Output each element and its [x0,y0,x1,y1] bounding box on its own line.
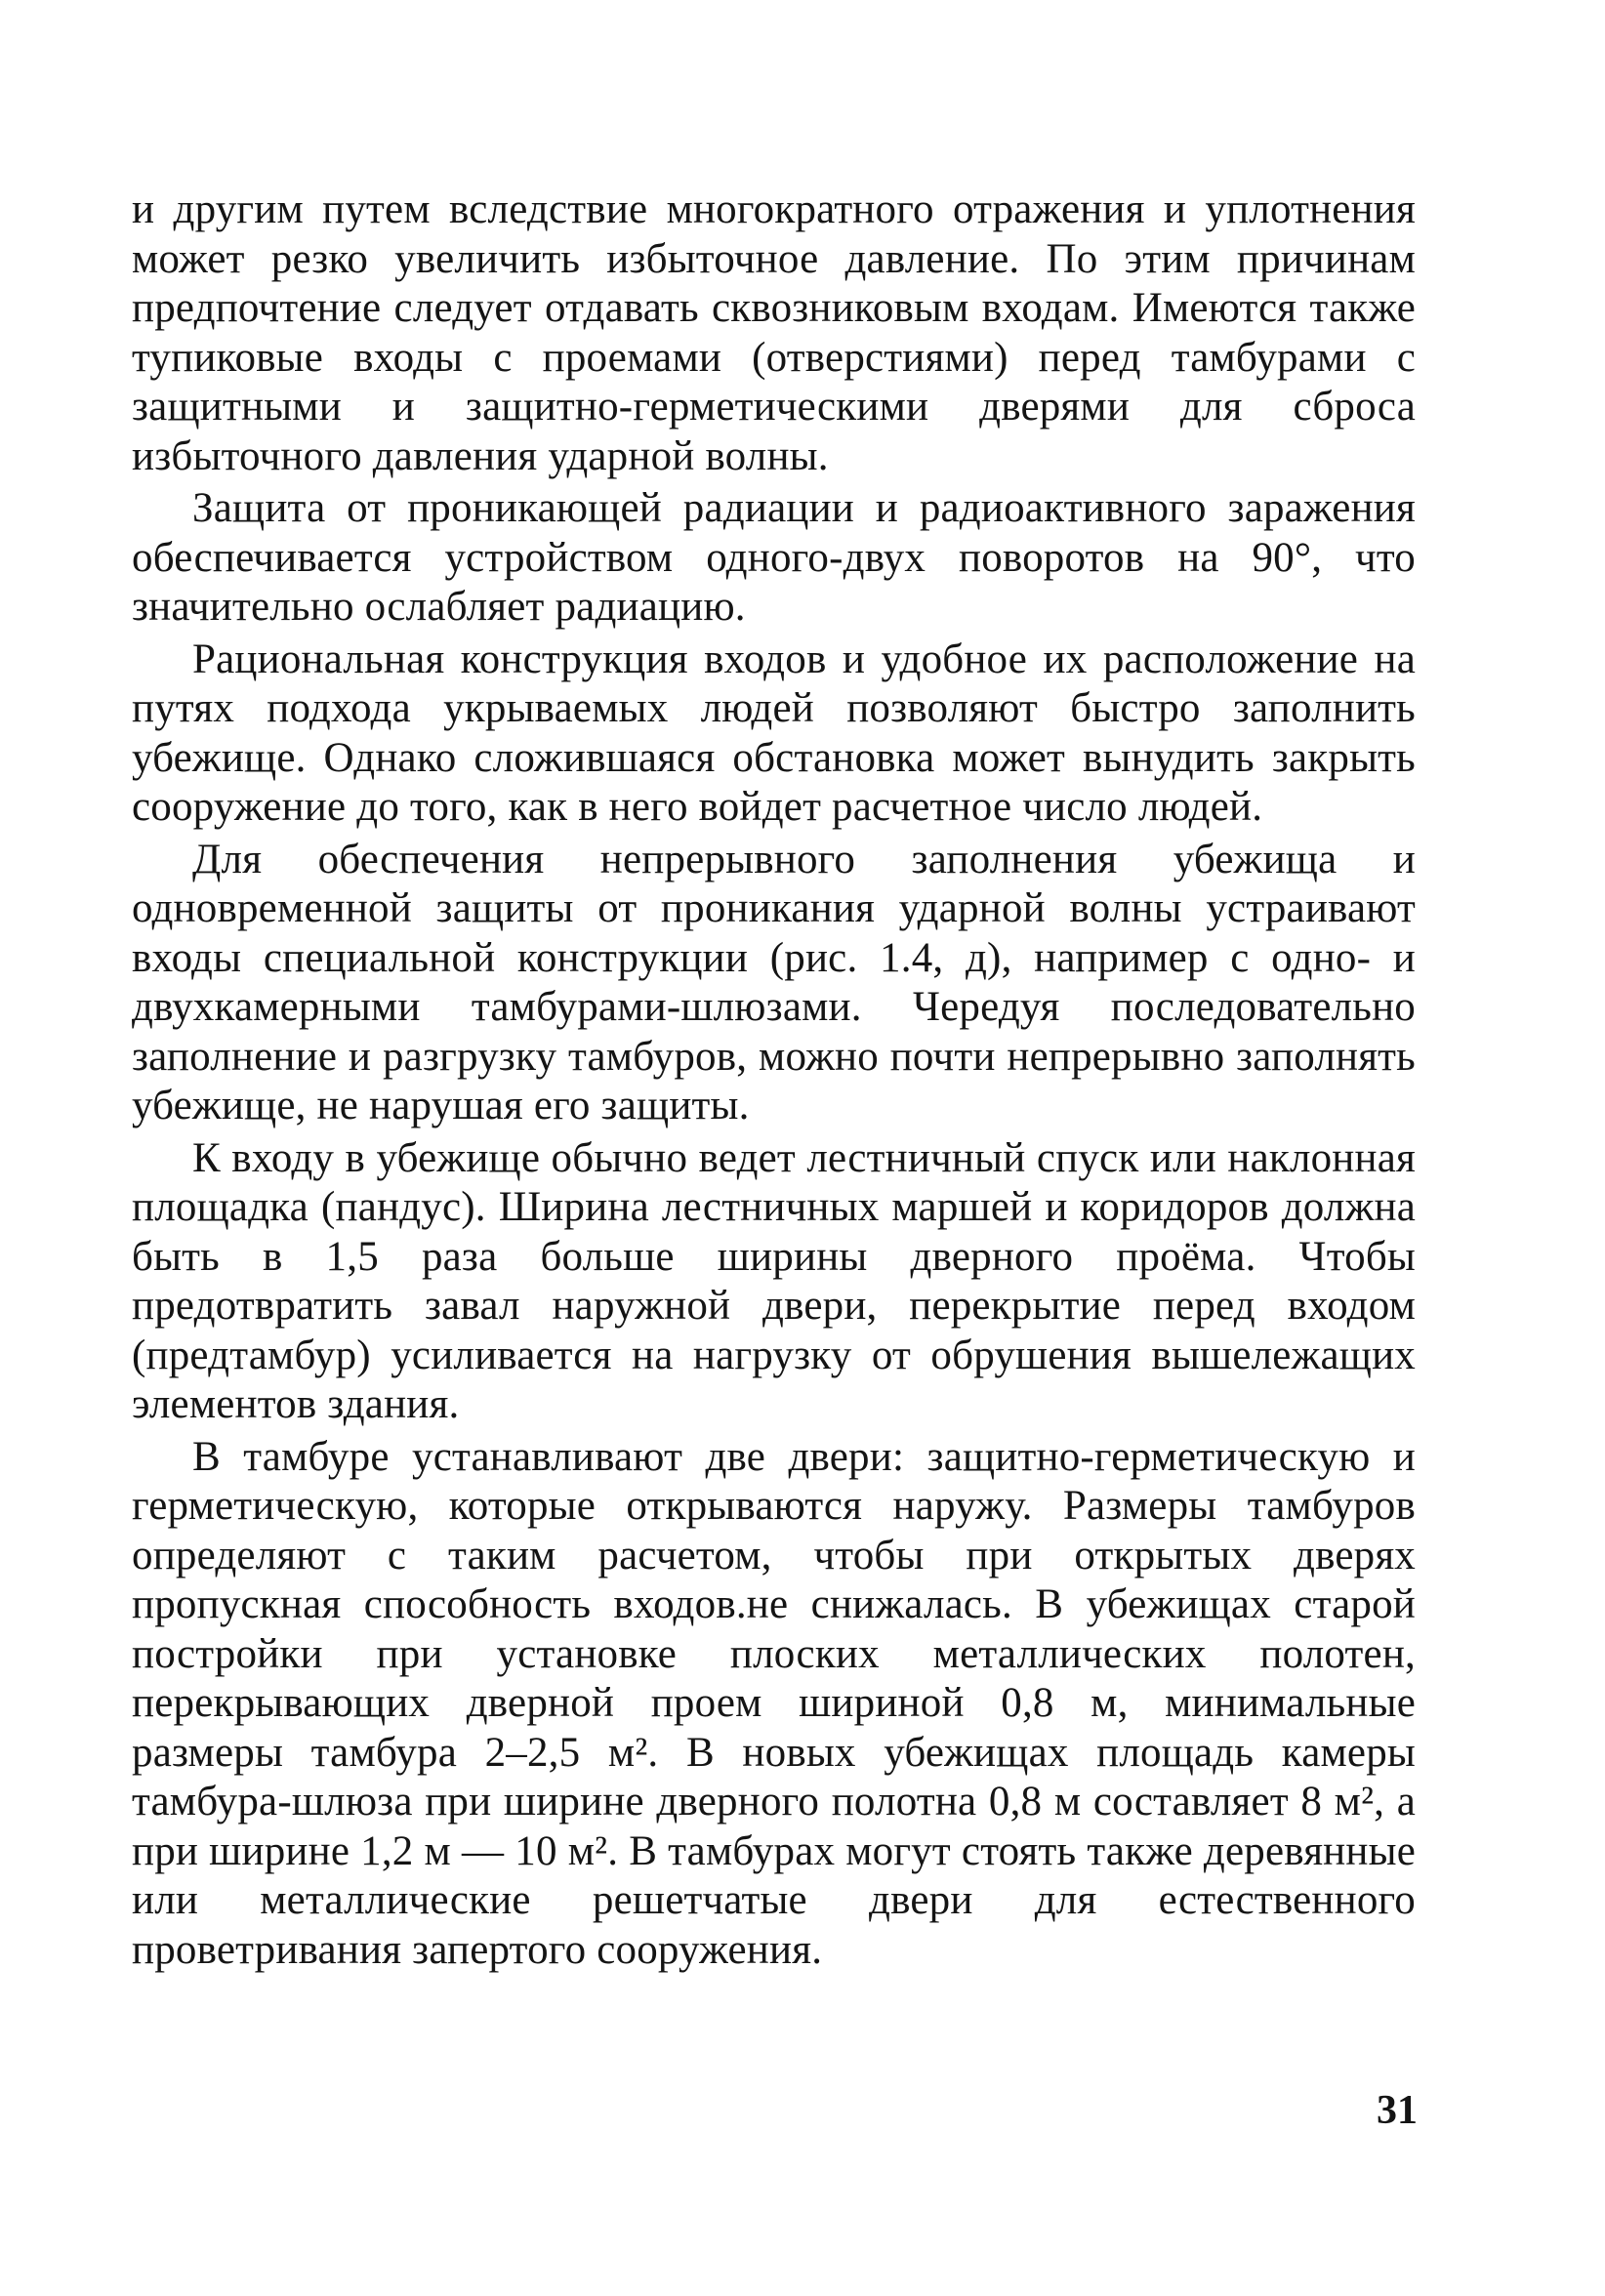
paragraph-continuous-filling: Для обеспечения непрерывного заполнения убежища и одновременной защиты от проникания ударной волны устраивают входы специальной конструкции (рис. 1.4, д), например с одно- и двухкамерными тамбурами-шлюзами. Чередуя последовательно заполнение и разгрузку тамбуров, можно почти непрерывно заполнять убежище, не нарушая его защиты. [132,836,1416,1128]
paragraph-entrance-design: Рациональная конструкция входов и удобное их расположение на путях подхода укрываемых людей позволяют быстро заполнить убежище. Однако сложившаяся обстановка может вынудить закрыть сооружение до того, как в него войдет расчетное число людей. [132,636,1416,830]
paragraph-vestibule-doors: В тамбуре устанавливают две двери: защитно-герметическую и герметическую, которые открываются наружу. Размеры тамбуров определяют с таким расчетом, чтобы при открытых дверях пропускная способность входов.не снижалась. В убежищах старой постройки при установке плоских металлических полотен, перекрывающих дверной проем шириной 0,8 м, минимальные размеры тамбура 2–2,5 м². В новых убежищах площадь камеры тамбура-шлюза при ширине дверного полотна 0,8 м составляет 8 м², а при ширине 1,2 м — 10 м². В тамбурах могут стоять также деревянные или металлические решетчатые двери для естественного проветривания запертого сооружения. [132,1433,1416,1973]
body-text [132,185,1416,1978]
paragraph-continued: и другим путем вследствие многократного отражения и уплотнения может резко увеличить избыточное давление. По этим причинам предпочтение следует отдавать сквозниковым входам. Имеются также тупиковые входы с проемами (отверстиями) перед тамбурами с защитными и защитно-герметическими дверями для сброса избыточного давления ударной волны. [132,186,1416,479]
paragraph-radiation-protection: Защита от проникающей радиации и радиоактивного заражения обеспечивается устройством одного-двух поворотов на 90°, что значительно ослабляет радиацию. [132,485,1416,630]
paragraph-staircase: К входу в убежище обычно ведет лестничный спуск или наклонная площадка (пандус). Ширина лестничных маршей и коридоров должна быть в 1,5 раза больше ширины дверного проёма. Чтобы предотвратить завал наружной двери, перекрытие перед входом (предтамбур) усиливается на нагрузку от обрушения вышележащих элементов здания. [132,1134,1416,1427]
page-number: 31 [1377,2088,1418,2133]
